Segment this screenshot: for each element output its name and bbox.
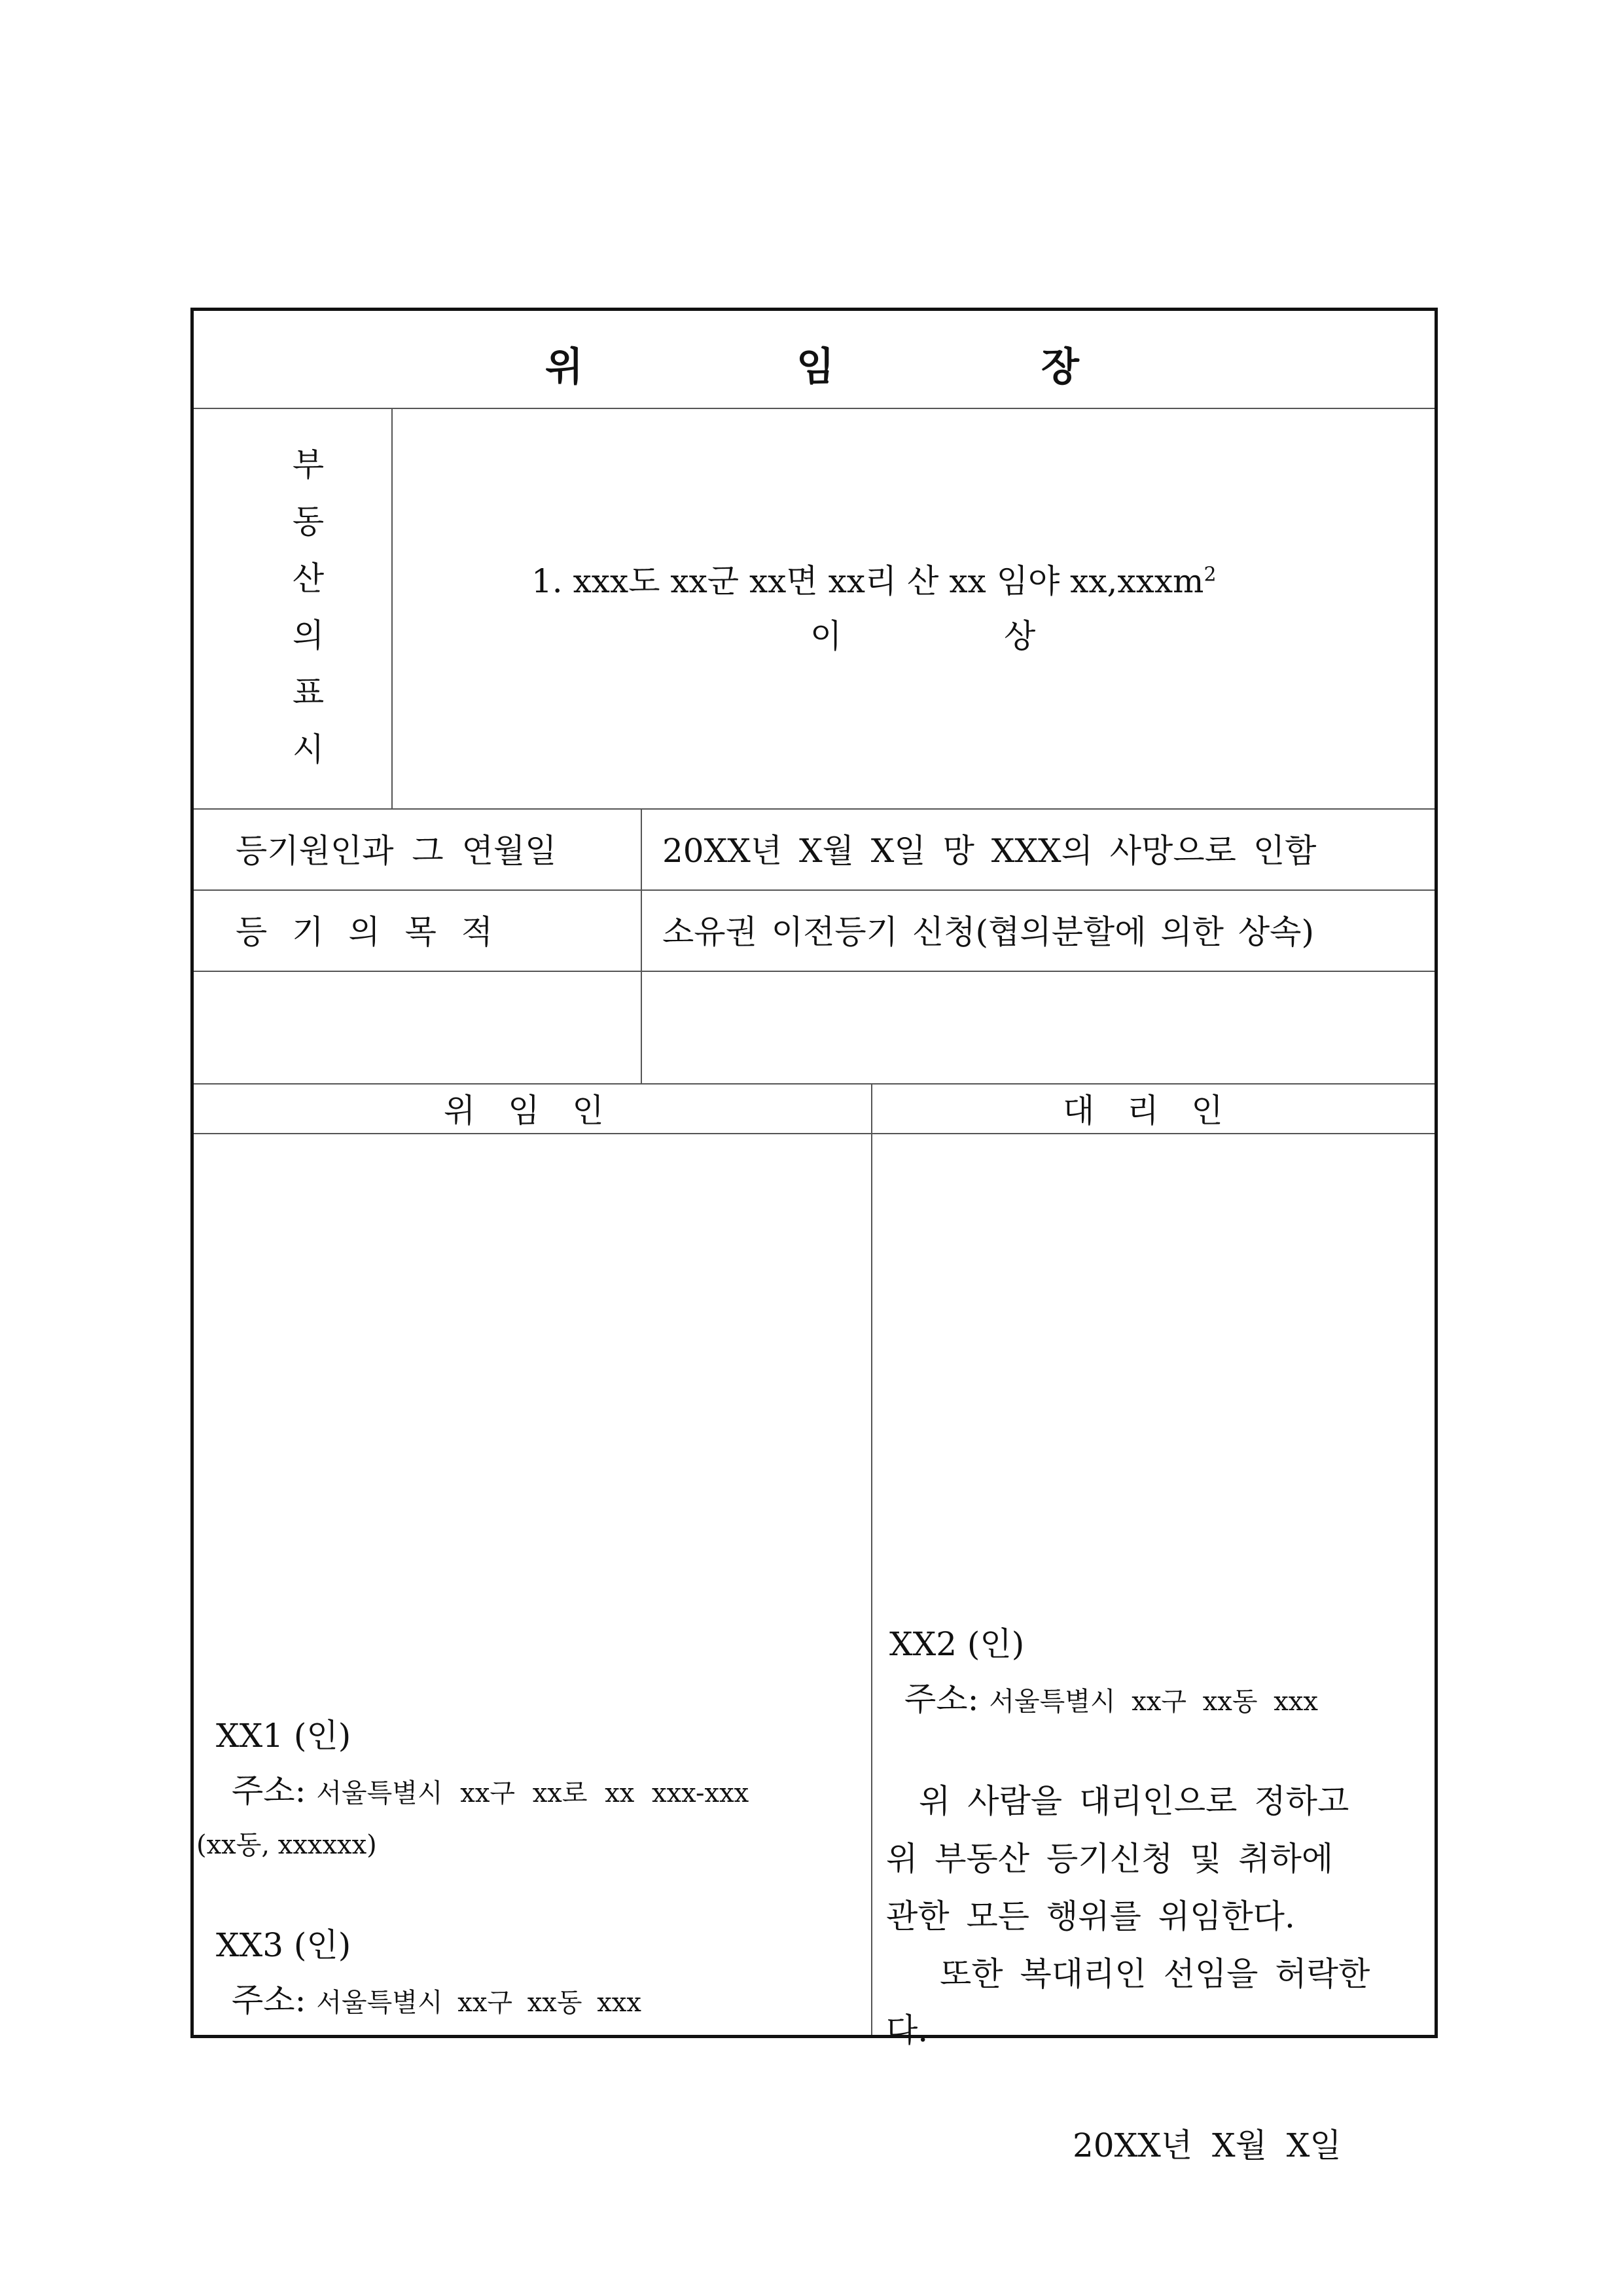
principal-name: XX3 (인) (216, 1926, 351, 1964)
property-label-char: 의 (292, 617, 325, 655)
property-label-char: 동 (292, 503, 325, 541)
property-label-char: 시 (292, 730, 325, 768)
divider (641, 808, 642, 1083)
divider (194, 1133, 1435, 1134)
address-label: 주소: (232, 1772, 306, 1810)
address-value: 서울특별시 xx구 xx동 xxx (316, 1988, 641, 2018)
address-label: 주소: (232, 1981, 306, 2019)
property-end-marker-char: 이 (810, 617, 842, 655)
address-value: 서울특별시 xx구 xx동 xxx (989, 1687, 1318, 1717)
address-label: 주소: (904, 1680, 979, 1718)
principal-address (232, 1772, 749, 1810)
page-title-char: 위 (545, 344, 583, 390)
principal-header: 위 임 인 (444, 1092, 604, 1130)
cause-value: 20XX년 X월 X일 망 XXX의 사망으로 인함 (662, 832, 1317, 870)
divider (194, 808, 1435, 810)
property-label-char: 부 (292, 446, 325, 484)
area-unit-superscript: 2 (1204, 563, 1217, 586)
power-of-attorney-form (190, 308, 1438, 2164)
principal-name: XX1 (인) (216, 1717, 351, 1755)
principal-address (232, 1981, 641, 2019)
property-description (531, 562, 1217, 600)
agent-statement-line: 또한 복대리인 선임을 허락한 (940, 1955, 1370, 1993)
purpose-label: 등 기 의 목 적 (236, 913, 493, 951)
divider (194, 1083, 1435, 1085)
cause-label: 등기원인과 그 연월일 (236, 832, 557, 870)
agent-address (904, 1680, 1318, 1718)
purpose-value: 소유권 이전등기 신청(협의분할에 의한 상속) (662, 913, 1314, 951)
divider (871, 1083, 872, 2035)
agent-header: 대 리 인 (1063, 1092, 1223, 1130)
page-title-char: 장 (1041, 344, 1079, 390)
document-date: 20XX년 X월 X일 (1073, 2126, 1342, 2164)
agent-name: XX2 (인) (889, 1625, 1025, 1663)
page-title-char: 임 (796, 344, 834, 390)
agent-statement-line: 위 부동산 등기신청 및 취하에 (886, 1840, 1334, 1878)
agent-statement-line: 다. (886, 2011, 929, 2049)
principal-address-cont: (xx동, xxxxxx) (196, 1830, 377, 1860)
divider (194, 408, 1435, 409)
divider (194, 971, 1435, 972)
address-value: 서울특별시 xx구 xx로 xx xxx-xxx (316, 1778, 749, 1808)
property-label-char: 표 (292, 673, 325, 711)
agent-statement-line: 관한 모든 행위를 위임한다. (886, 1897, 1295, 1935)
property-label-char: 산 (292, 560, 325, 598)
property-end-marker-char: 상 (1004, 617, 1036, 655)
divider (391, 408, 393, 808)
property-description-text: 1. xxx도 xx군 xx면 xx리 산 xx 임야 xx,xxxm (531, 562, 1204, 600)
agent-statement-line: 위 사람을 대리인으로 정하고 (919, 1782, 1349, 1820)
divider (194, 889, 1435, 891)
